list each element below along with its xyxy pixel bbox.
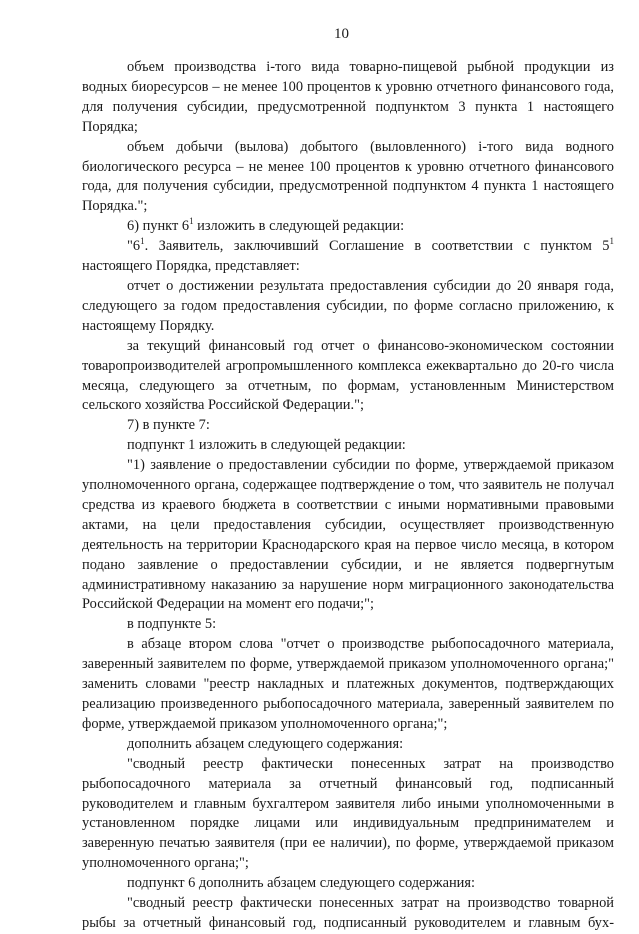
superscript: 1 <box>609 236 614 247</box>
paragraph-15: "сводный реестр фактически понесенных затрат на производство товарной рыбы за отчетный финансовый год, подписанный руководителем и главным бух- <box>82 895 614 931</box>
paragraph-3-text-a: 6) пункт 6 <box>127 218 190 235</box>
paragraph-9: "1) заявление о предоставлении субсидии по форме, утверждаемой приказом уполномоченного органа, содержащее подтверждение о том, что заявитель не получал средства из краевого бюджета в соответствии с иными нормативными правовыми актами, на цели предоставления субсидии, осуществляет производственную деятельность на территории Краснодарского края на первое число месяца, в котором подано заявление о предоставлении субсидии, и не является подвергнутым административному наказанию за нарушение норм миграционного законодательства Российской Федерации на момент его подачи;"; <box>82 457 614 613</box>
paragraph-5: отчет о достижении результата предоставления субсидии до 20 января года, следующего за годом предоставления субсидии, по форме согласно приложению, к настоящему Порядку. <box>82 277 614 334</box>
paragraph-3 <box>82 217 614 237</box>
paragraph-8: подпункт 1 изложить в следующей редакции: <box>127 437 406 454</box>
paragraph-14: подпункт 6 дополнить абзацем следующего содержания: <box>127 875 475 892</box>
paragraph-1: объем производства i-того вида товарно-пищевой рыбной продукции из водных биоресурсов – не менее 100 процентов к уровню отчетного финансового года, для получения субсидии, предусмотренной подпунктом 3 пункта 1 настоящего Порядка; <box>82 59 614 135</box>
paragraph-10: в подпункте 5: <box>127 616 217 633</box>
paragraph-12: дополнить абзацем следующего содержания: <box>127 735 404 752</box>
page-number: 10 <box>334 26 349 42</box>
superscript: 1 <box>140 236 145 247</box>
paragraph-4-text-c: настоящего Порядка, представляет: <box>82 258 300 275</box>
paragraph-3-text-b: изложить в следующей редакции: <box>193 218 405 235</box>
paragraph-4-text-b: . Заявитель, заключивший Соглашение в соответствии с пунктом 5 <box>144 238 610 255</box>
superscript: 1 <box>189 216 194 227</box>
paragraph-11: в абзаце втором слова "отчет о производстве рыбопосадочного материала, заверенный заявителем по форме, утверждаемой приказом уполномоченного органа;" заменить словами "реестр накладных и платежных документов, подтверждающих реализацию произведенного рыбопосадочного материала, заверенный заявителем по форме, утверждаемой приказом уполномоченного органа;"; <box>82 636 614 732</box>
paragraph-2: объем добычи (вылова) добытого (выловленного) i-того вида водного биологического ресурса – не менее 100 процентов к уровню отчетного финансового года, для получения субсидии, предусмотренной подпунктом 4 пункта 1 настоящего Порядка."; <box>82 138 614 215</box>
document-body <box>82 58 614 934</box>
paragraph-4-text-a: "6 <box>127 238 141 255</box>
paragraph-7: 7) в пункте 7: <box>127 417 210 434</box>
paragraph-6: за текущий финансовый год отчет о финансово-экономическом состоянии товаропроизводителей агропромышленного комплекса ежеквартально до 20-го числа месяца, следующего за отчетным, по формам, установленным Министерством сельского хозяйства Российской Федерации."; <box>82 337 614 414</box>
paragraph-4 <box>82 237 614 277</box>
paragraph-13: "сводный реестр фактически понесенных затрат на производство рыбопосадочного материала за отчетный финансовый год, подписанный руководителем и главным бухгалтером заявителя либо иными уполномоченными в установленном порядке лицами или индивидуальным предпринимателем и заверенную печатью заявителя (при ее наличии), по форме, утверждаемой приказом уполномоченного органа;"; <box>82 755 614 872</box>
